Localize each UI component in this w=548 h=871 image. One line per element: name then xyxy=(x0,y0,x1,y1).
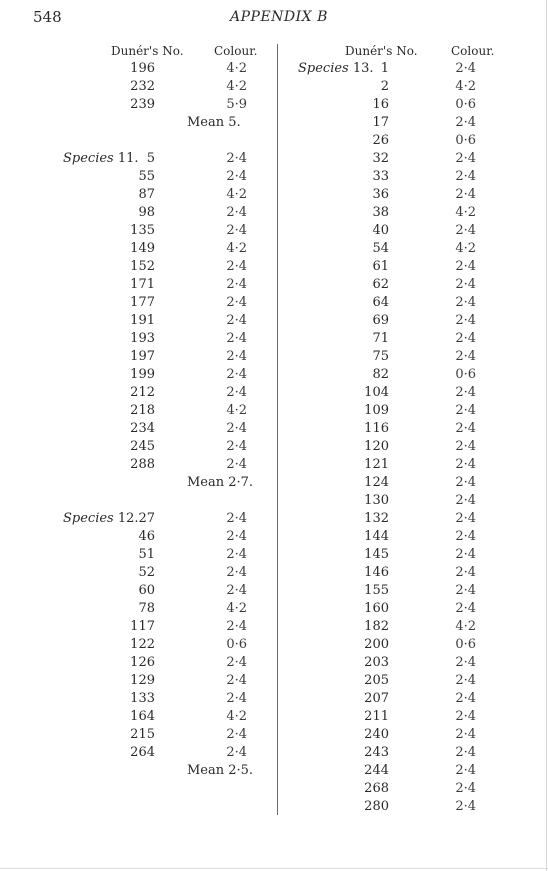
duner-number: 193 xyxy=(130,331,155,346)
duner-number: 82 xyxy=(372,367,389,382)
duner-number: 98 xyxy=(138,205,155,220)
page-number: 548 xyxy=(33,8,62,26)
table-row xyxy=(0,366,276,384)
duner-number: 52 xyxy=(138,565,155,580)
species-number: 13. xyxy=(352,61,374,76)
colour-value: 4·2 xyxy=(226,61,247,76)
duner-number: 177 xyxy=(130,295,155,310)
table-row xyxy=(0,582,276,600)
duner-number: 218 xyxy=(130,403,155,418)
colour-value: 2·4 xyxy=(455,583,476,598)
colour-value: 2·4 xyxy=(226,565,247,580)
table-row xyxy=(0,672,276,690)
duner-number: 196 xyxy=(130,61,155,76)
colour-value: 2·4 xyxy=(455,151,476,166)
duner-number: 268 xyxy=(364,781,389,796)
duner-number: 27 xyxy=(138,511,155,526)
duner-number: 46 xyxy=(138,529,155,544)
colour-value: 2·4 xyxy=(455,313,476,328)
table-row xyxy=(0,78,276,96)
duner-number: 171 xyxy=(130,277,155,292)
duner-number: 288 xyxy=(130,457,155,472)
colour-value: 2·4 xyxy=(455,475,476,490)
colour-value: 2·4 xyxy=(226,619,247,634)
colour-value: 2·4 xyxy=(226,223,247,238)
colour-value: 2·4 xyxy=(455,745,476,760)
duner-number: 71 xyxy=(372,331,389,346)
duner-number: 5 xyxy=(146,151,155,166)
table-row xyxy=(278,744,548,762)
colour-value: 2·4 xyxy=(455,295,476,310)
table-row xyxy=(0,654,276,672)
duner-number: 215 xyxy=(130,727,155,742)
table-row xyxy=(278,204,548,222)
duner-number: 69 xyxy=(372,313,389,328)
species-word: Species xyxy=(63,151,114,166)
duner-number: 145 xyxy=(364,547,389,562)
duner-number: 149 xyxy=(130,241,155,256)
table-row xyxy=(278,456,548,474)
colour-value: 4·2 xyxy=(226,241,247,256)
duner-number: 78 xyxy=(138,601,155,616)
table-row xyxy=(278,492,548,510)
colour-value: 2·4 xyxy=(226,457,247,472)
colour-value: 2·4 xyxy=(226,547,247,562)
page-bottom-edge xyxy=(0,868,548,869)
mean-value: Mean 2·7. xyxy=(187,475,254,490)
duner-number: 152 xyxy=(130,259,155,274)
table-row xyxy=(278,348,548,366)
colour-value: 2·4 xyxy=(455,763,476,778)
duner-number: 129 xyxy=(130,673,155,688)
colour-value: 2·4 xyxy=(226,313,247,328)
duner-number: 38 xyxy=(372,205,389,220)
table-row xyxy=(278,294,548,312)
colour-value: 2·4 xyxy=(455,565,476,580)
duner-number: 197 xyxy=(130,349,155,364)
colour-value: 4·2 xyxy=(455,205,476,220)
colour-value: 0·6 xyxy=(455,97,476,112)
colour-value: 4·2 xyxy=(226,601,247,616)
table-row xyxy=(278,618,548,636)
colour-value: 2·4 xyxy=(455,691,476,706)
duner-number: 60 xyxy=(138,583,155,598)
table-row xyxy=(278,402,548,420)
table-row xyxy=(278,312,548,330)
table-row xyxy=(278,708,548,726)
colour-value: 2·4 xyxy=(226,691,247,706)
colour-value: 2·4 xyxy=(455,349,476,364)
duner-number: 116 xyxy=(364,421,389,436)
table-row xyxy=(278,258,548,276)
table-row xyxy=(278,726,548,744)
mean-value: Mean 2·5. xyxy=(187,763,254,778)
duner-number: 200 xyxy=(364,637,389,652)
colour-value: 4·2 xyxy=(226,709,247,724)
duner-number: 212 xyxy=(130,385,155,400)
colour-value: 2·4 xyxy=(455,223,476,238)
duner-number: 191 xyxy=(130,313,155,328)
table-row xyxy=(278,546,548,564)
duner-number: 124 xyxy=(364,475,389,490)
table-row xyxy=(278,186,548,204)
table-row xyxy=(278,474,548,492)
duner-number: 61 xyxy=(372,259,389,274)
duner-number: 211 xyxy=(364,709,389,724)
table-row xyxy=(0,420,276,438)
page-header xyxy=(0,8,548,28)
table-row xyxy=(278,222,548,240)
table-row xyxy=(0,276,276,294)
colour-value: 2·4 xyxy=(455,259,476,274)
duner-number: 64 xyxy=(372,295,389,310)
table-row xyxy=(0,438,276,456)
species-word: Species xyxy=(298,61,349,76)
table-row xyxy=(0,258,276,276)
table-row xyxy=(278,690,548,708)
colour-value: 2·4 xyxy=(455,187,476,202)
duner-number: 33 xyxy=(372,169,389,184)
duner-number: 75 xyxy=(372,349,389,364)
colour-value: 2·4 xyxy=(226,655,247,670)
duner-number: 207 xyxy=(364,691,389,706)
colour-value: 2·4 xyxy=(455,457,476,472)
colour-value: 0·6 xyxy=(455,133,476,148)
table-row xyxy=(0,168,276,186)
duner-number: 160 xyxy=(364,601,389,616)
table-row xyxy=(278,60,548,78)
colour-value: 0·6 xyxy=(455,367,476,382)
table-row xyxy=(278,438,548,456)
colour-value: 2·4 xyxy=(226,673,247,688)
colour-value: 2·4 xyxy=(226,727,247,742)
table-row xyxy=(0,564,276,582)
table-row xyxy=(0,312,276,330)
duner-number: 182 xyxy=(364,619,389,634)
duner-number: 132 xyxy=(364,511,389,526)
colour-value: 2·4 xyxy=(226,421,247,436)
colour-value: 2·4 xyxy=(455,655,476,670)
table-row xyxy=(0,186,276,204)
colour-value: 2·4 xyxy=(455,547,476,562)
table-row xyxy=(278,384,548,402)
colour-value: 2·4 xyxy=(226,169,247,184)
duner-number: 1 xyxy=(380,61,389,76)
right-no-header: Dunér's No. xyxy=(345,44,418,58)
colour-value: 2·4 xyxy=(226,529,247,544)
duner-number: 240 xyxy=(364,727,389,742)
mean-row xyxy=(0,762,276,780)
duner-number: 155 xyxy=(364,583,389,598)
table-row xyxy=(0,546,276,564)
duner-number: 120 xyxy=(364,439,389,454)
species-word: Species xyxy=(63,511,114,526)
table-row xyxy=(278,168,548,186)
table-row xyxy=(278,150,548,168)
table-row xyxy=(0,348,276,366)
duner-number: 232 xyxy=(130,79,155,94)
colour-value: 2·4 xyxy=(226,511,247,526)
duner-number: 55 xyxy=(138,169,155,184)
colour-value: 2·4 xyxy=(226,259,247,274)
table-row xyxy=(278,672,548,690)
colour-value: 2·4 xyxy=(455,781,476,796)
table-row xyxy=(0,744,276,762)
table-row xyxy=(0,708,276,726)
duner-number: 164 xyxy=(130,709,155,724)
colour-value: 2·4 xyxy=(226,331,247,346)
duner-number: 2 xyxy=(380,79,389,94)
colour-value: 2·4 xyxy=(455,799,476,814)
table-row xyxy=(0,240,276,258)
duner-number: 199 xyxy=(130,367,155,382)
duner-number: 109 xyxy=(364,403,389,418)
duner-number: 122 xyxy=(130,637,155,652)
duner-number: 87 xyxy=(138,187,155,202)
table-row xyxy=(0,726,276,744)
duner-number: 32 xyxy=(372,151,389,166)
table-row xyxy=(0,528,276,546)
colour-value: 2·4 xyxy=(455,61,476,76)
colour-value: 2·4 xyxy=(455,277,476,292)
duner-number: 239 xyxy=(130,97,155,112)
duner-number: 51 xyxy=(138,547,155,562)
colour-value: 2·4 xyxy=(226,295,247,310)
duner-number: 40 xyxy=(372,223,389,238)
table-row xyxy=(0,222,276,240)
colour-value: 4·2 xyxy=(226,79,247,94)
duner-number: 135 xyxy=(130,223,155,238)
colour-value: 0·6 xyxy=(455,637,476,652)
table-row xyxy=(0,618,276,636)
species-number: 12. xyxy=(117,511,139,526)
duner-number: 245 xyxy=(130,439,155,454)
left-colour-header: Colour. xyxy=(214,44,258,58)
colour-value: 4·2 xyxy=(455,79,476,94)
colour-value: 4·2 xyxy=(455,619,476,634)
duner-number: 133 xyxy=(130,691,155,706)
table-row xyxy=(278,636,548,654)
table-row xyxy=(0,60,276,78)
colour-value: 4·2 xyxy=(226,187,247,202)
colour-value: 2·4 xyxy=(455,673,476,688)
colour-value: 2·4 xyxy=(226,439,247,454)
duner-number: 121 xyxy=(364,457,389,472)
species-label xyxy=(63,150,139,168)
duner-number: 146 xyxy=(364,565,389,580)
colour-value: 2·4 xyxy=(455,511,476,526)
duner-number: 62 xyxy=(372,277,389,292)
colour-value: 2·4 xyxy=(226,349,247,364)
colour-value: 2·4 xyxy=(226,385,247,400)
table-row xyxy=(278,798,548,816)
table-row xyxy=(278,780,548,798)
duner-number: 280 xyxy=(364,799,389,814)
table-row xyxy=(278,528,548,546)
table-row xyxy=(0,636,276,654)
table-row xyxy=(278,582,548,600)
table-row xyxy=(278,564,548,582)
colour-value: 2·4 xyxy=(455,385,476,400)
duner-number: 54 xyxy=(372,241,389,256)
duner-number: 234 xyxy=(130,421,155,436)
duner-number: 203 xyxy=(364,655,389,670)
colour-value: 2·4 xyxy=(455,727,476,742)
table-row xyxy=(0,600,276,618)
colour-value: 2·4 xyxy=(455,493,476,508)
species-number: 11. xyxy=(117,151,139,166)
duner-number: 117 xyxy=(130,619,155,634)
running-title: APPENDIX B xyxy=(230,9,328,25)
species-label xyxy=(298,60,374,78)
colour-value: 2·4 xyxy=(226,277,247,292)
table-row xyxy=(0,150,276,168)
table-row xyxy=(278,600,548,618)
colour-value: 2·4 xyxy=(455,439,476,454)
colour-value: 0·6 xyxy=(226,637,247,652)
table-row xyxy=(0,384,276,402)
table-row xyxy=(278,96,548,114)
duner-number: 244 xyxy=(364,763,389,778)
colour-value: 2·4 xyxy=(226,151,247,166)
table-row xyxy=(0,294,276,312)
colour-value: 2·4 xyxy=(455,169,476,184)
right-colour-header: Colour. xyxy=(451,44,495,58)
colour-value: 2·4 xyxy=(226,745,247,760)
mean-value: Mean 5. xyxy=(187,115,241,130)
duner-number: 126 xyxy=(130,655,155,670)
duner-number: 130 xyxy=(364,493,389,508)
duner-number: 104 xyxy=(364,385,389,400)
colour-value: 2·4 xyxy=(226,583,247,598)
colour-value: 2·4 xyxy=(455,115,476,130)
mean-row xyxy=(0,474,276,492)
table-row xyxy=(0,510,276,528)
table-row xyxy=(278,132,548,150)
colour-value: 2·4 xyxy=(455,403,476,418)
table-row xyxy=(278,330,548,348)
mean-row xyxy=(0,114,276,132)
duner-number: 243 xyxy=(364,745,389,760)
table-row xyxy=(0,204,276,222)
table-row xyxy=(0,456,276,474)
table-row xyxy=(0,402,276,420)
duner-number: 26 xyxy=(372,133,389,148)
table-row xyxy=(278,78,548,96)
colour-value: 2·4 xyxy=(226,205,247,220)
table-row xyxy=(278,366,548,384)
left-no-header: Dunér's No. xyxy=(111,44,184,58)
colour-value: 2·4 xyxy=(455,601,476,616)
table-row xyxy=(0,96,276,114)
species-label xyxy=(63,510,139,528)
colour-value: 4·2 xyxy=(455,241,476,256)
colour-value: 4·2 xyxy=(226,403,247,418)
table-row xyxy=(0,330,276,348)
colour-value: 2·4 xyxy=(455,331,476,346)
table-row xyxy=(278,654,548,672)
table-row xyxy=(278,510,548,528)
table-row xyxy=(278,114,548,132)
colour-value: 2·4 xyxy=(455,421,476,436)
table-row xyxy=(278,276,548,294)
duner-number: 16 xyxy=(372,97,389,112)
colour-value: 2·4 xyxy=(455,709,476,724)
colour-value: 2·4 xyxy=(455,529,476,544)
table-row xyxy=(0,690,276,708)
table-row xyxy=(278,420,548,438)
colour-value: 5·9 xyxy=(226,97,247,112)
duner-number: 36 xyxy=(372,187,389,202)
duner-number: 264 xyxy=(130,745,155,760)
duner-number: 144 xyxy=(364,529,389,544)
colour-value: 2·4 xyxy=(226,367,247,382)
duner-number: 17 xyxy=(372,115,389,130)
duner-number: 205 xyxy=(364,673,389,688)
table-row xyxy=(278,240,548,258)
table-row xyxy=(278,762,548,780)
